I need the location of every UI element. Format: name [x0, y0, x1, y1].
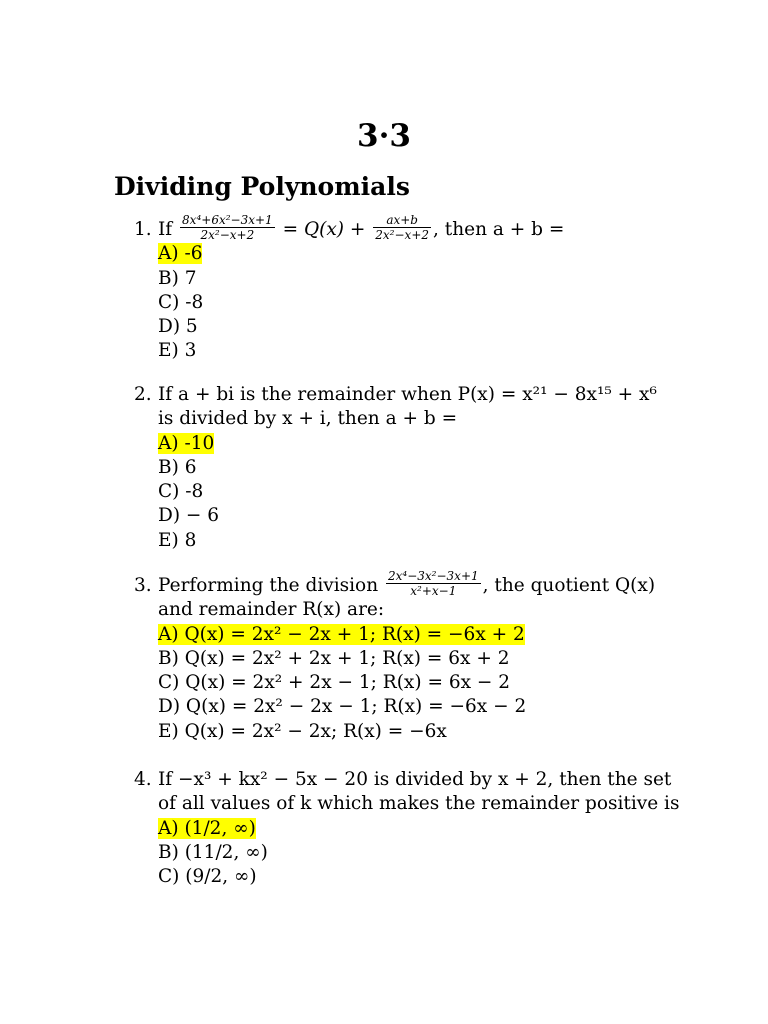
question-number: 1. [134, 219, 152, 240]
answer-option [158, 242, 694, 266]
fraction-numerator: 8x⁴+6x²−3x+1 [182, 212, 273, 227]
answer-option: C) -8 [158, 291, 204, 313]
answer-option: E) 8 [158, 529, 197, 551]
question-line: and remainder R(x) are: [158, 599, 385, 621]
answer-option: D) 5 [158, 316, 198, 338]
correct-answer-highlight: A) Q(x) = 2x² − 2x + 1; R(x) = −6x + 2 [158, 623, 525, 645]
question-4 [134, 768, 694, 889]
fraction-remainder [373, 213, 431, 242]
question-2 [134, 383, 694, 553]
answer-option: B) 7 [158, 267, 197, 289]
answer-option [158, 432, 694, 456]
question-number: 3. [134, 575, 152, 596]
correct-answer-highlight: A) -10 [158, 432, 215, 454]
question-text [158, 212, 694, 364]
answer-option [158, 817, 694, 841]
answer-option: B) Q(x) = 2x² + 2x + 1; R(x) = 6x + 2 [158, 647, 510, 669]
question-suffix: , then a + b = [433, 219, 565, 240]
question-prefix: Performing the division [158, 575, 379, 596]
answer-option [158, 623, 694, 647]
question-suffix: , the quotient Q(x) [482, 575, 656, 596]
answer-option: C) -8 [158, 481, 204, 503]
fraction-denominator: 2x²−x+2 [200, 227, 255, 242]
fraction-denominator: x²+x−1 [410, 583, 457, 598]
fraction-numerator: 2x⁴−3x²−3x+1 [388, 568, 479, 583]
question-1 [134, 212, 694, 364]
question-line: If a + bi is the remainder when P(x) = x²¹ − 8x¹⁵ + x⁶ [158, 384, 657, 405]
answer-option: D) Q(x) = 2x² − 2x − 1; R(x) = −6x − 2 [158, 696, 527, 718]
question-text [158, 568, 694, 744]
fraction-division [386, 569, 481, 598]
answer-option: B) (11/2, ∞) [158, 841, 268, 863]
fraction-numerator: ax+b [373, 213, 431, 228]
equation-middle: = Q(x) + [282, 219, 366, 240]
answer-option: B) 6 [158, 456, 197, 478]
question-3 [134, 568, 694, 744]
answer-option: E) Q(x) = 2x² − 2x; R(x) = −6x [158, 720, 447, 742]
question-text [158, 383, 694, 553]
page-title: Dividing Polynomials [114, 172, 410, 201]
question-text [158, 768, 694, 889]
question-prefix: If [158, 219, 173, 240]
question-line: is divided by x + i, then a + b = [158, 408, 458, 430]
answer-option: C) (9/2, ∞) [158, 866, 257, 888]
fraction-dividend [180, 213, 275, 242]
answer-option: E) 3 [158, 340, 197, 362]
correct-answer-highlight: A) (1/2, ∞) [158, 817, 256, 839]
question-line: If −x³ + kx² − 5x − 20 is divided by x + 2, then the set [158, 769, 672, 790]
question-number: 2. [134, 384, 152, 405]
question-line: of all values of k which makes the remainder positive is [158, 793, 680, 815]
section-number: 3·3 [357, 118, 411, 154]
question-number: 4. [134, 769, 152, 790]
correct-answer-highlight: A) -6 [158, 243, 203, 265]
fraction-denominator: 2x²−x+2 [375, 227, 430, 242]
answer-option: D) − 6 [158, 505, 220, 527]
answer-option: C) Q(x) = 2x² + 2x − 1; R(x) = 6x − 2 [158, 672, 511, 694]
